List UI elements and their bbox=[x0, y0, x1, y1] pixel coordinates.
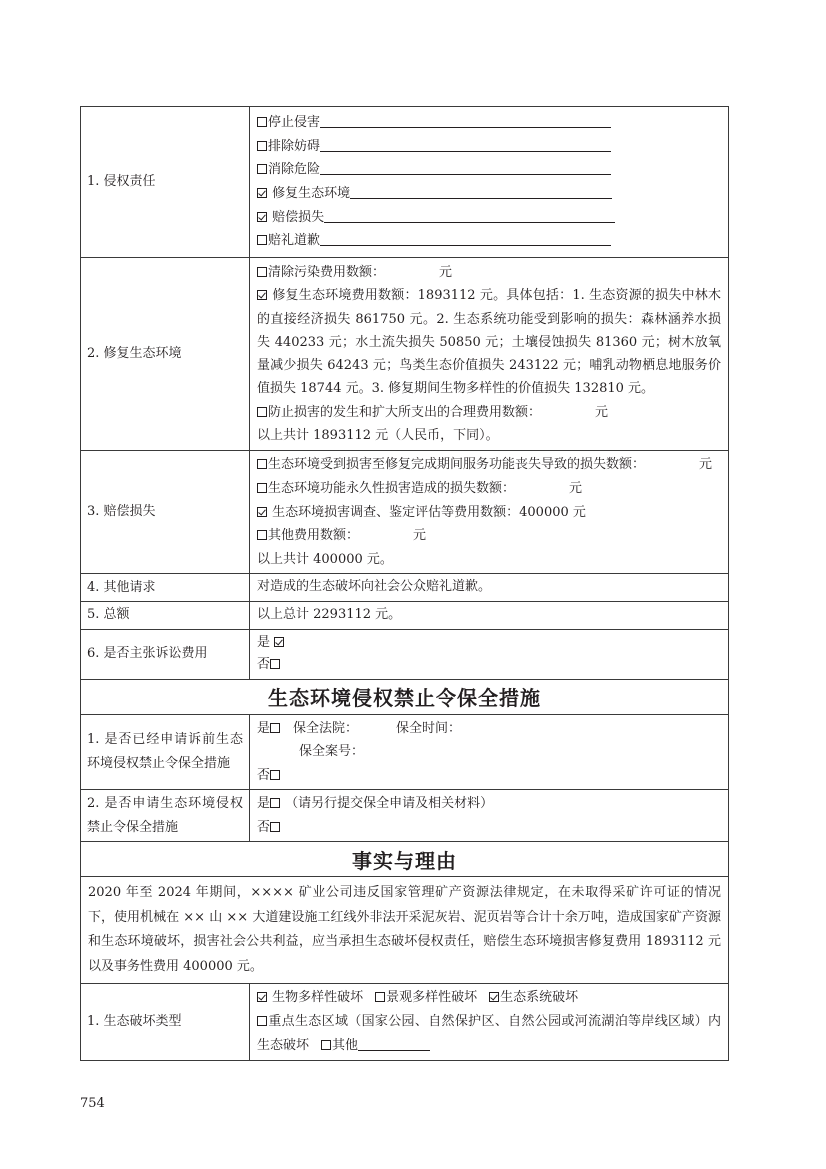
table-row-liability bbox=[81, 107, 729, 258]
checkbox-permanent-loss[interactable] bbox=[257, 483, 267, 493]
table-row-facts-paragraph bbox=[81, 877, 729, 984]
table-row-injunction-q1 bbox=[81, 714, 729, 790]
restoration-content bbox=[250, 258, 729, 451]
facts-paragraph: 2020 年至 2024 年期间，×××× 矿业公司违反国家管理矿产资源法律规定，在未取得采矿许可证的情况下，使用机械在 ×× 山 ×× 大道建设施工红线外非法开采泥灰岩、泥页岩等合计十余万吨，造成国家矿产资源和生态环境破坏，损害社会公共利益，应当承担生态破坏侵权责任，赔偿生态环境损害修复费用 1893112 元以及事务性费用 400000 元。 bbox=[81, 877, 729, 984]
table-row-restoration bbox=[81, 258, 729, 451]
checkbox-injunction-q2-no[interactable] bbox=[270, 822, 280, 832]
page-number: 754 bbox=[80, 1096, 105, 1111]
injunction-q2-options bbox=[250, 790, 729, 842]
table-row-litigation-cost bbox=[81, 629, 729, 679]
table-row-damage-type bbox=[81, 984, 729, 1061]
option-compensate-loss: 赔偿损失 bbox=[257, 206, 721, 230]
checkbox-key-area[interactable] bbox=[257, 1016, 267, 1026]
injunction-q1-no-line: 否 bbox=[257, 764, 721, 788]
injunction-q2-no-line: 否 bbox=[257, 816, 721, 840]
checkbox-ecosystem[interactable] bbox=[489, 992, 499, 1002]
liability-options bbox=[250, 107, 729, 258]
liability-label: 1. 侵权责任 bbox=[81, 107, 250, 258]
other-claims-label: 4. 其他请求 bbox=[81, 574, 250, 602]
injunction-q1-options bbox=[250, 714, 729, 790]
litigation-no-option: 否 bbox=[257, 654, 721, 677]
checkbox-service-loss[interactable] bbox=[257, 459, 267, 469]
checkbox-litigation-no[interactable] bbox=[270, 659, 280, 669]
compensation-label: 3. 赔偿损失 bbox=[81, 451, 250, 574]
injunction-q1-label: 1. 是否已经申请诉前生态环境侵权禁止令保全措施 bbox=[81, 714, 250, 790]
restoration-total: 以上共计 1893112 元（人民币，下同）。 bbox=[257, 428, 499, 444]
fill-line bbox=[320, 229, 611, 246]
litigation-cost-label: 6. 是否主张诉讼费用 bbox=[81, 629, 250, 679]
fill-line bbox=[350, 182, 612, 199]
checkbox-other-damage[interactable] bbox=[321, 1040, 331, 1050]
fill-line bbox=[320, 158, 611, 175]
checkbox-landscape[interactable] bbox=[375, 992, 385, 1002]
checkbox-biodiversity[interactable] bbox=[257, 992, 267, 1002]
table-row-compensation bbox=[81, 451, 729, 574]
checkbox-restore-cost[interactable] bbox=[257, 290, 267, 300]
checkbox-restore-environment[interactable] bbox=[257, 188, 267, 198]
option-apology: 赔礼道歉 bbox=[257, 229, 721, 253]
table-row-other-claims bbox=[81, 574, 729, 602]
injunction-section-title: 生态环境侵权禁止令保全措施 bbox=[81, 679, 729, 714]
fill-line bbox=[320, 135, 611, 152]
checkbox-stop-infringement[interactable] bbox=[257, 117, 267, 127]
damage-type-row-2: 重点生态区域（国家公园、自然保护区、自然公园或河流湖泊等岸线区域）内生态破坏 其他 bbox=[257, 1014, 721, 1054]
damage-type-row-1: 生物多样性破坏 景观多样性破坏 生态系统破坏 bbox=[257, 986, 721, 1010]
checkbox-injunction-q1-yes[interactable] bbox=[270, 723, 280, 733]
option-eliminate-danger: 消除危险 bbox=[257, 158, 721, 182]
injunction-q1-yes-line: 是 保全法院： 保全时间： bbox=[257, 720, 462, 736]
damage-type-label: 1. 生态破坏类型 bbox=[81, 984, 250, 1061]
pollution-cleanup-line: 清除污染费用数额： 元 bbox=[257, 261, 721, 284]
litigation-cost-options bbox=[250, 629, 729, 679]
option-remove-obstruction: 排除妨碍 bbox=[257, 135, 721, 159]
option-stop-infringement: 停止侵害 bbox=[257, 111, 721, 135]
permanent-loss-line: 生态环境功能永久性损害造成的损失数额： 元 bbox=[257, 477, 721, 501]
claims-form-table bbox=[80, 106, 729, 1061]
other-claims-value: 对造成的生态破坏向社会公众赔礼道歉。 bbox=[250, 574, 729, 602]
checkbox-litigation-yes[interactable] bbox=[274, 637, 284, 647]
fill-line bbox=[324, 206, 615, 223]
restoration-label: 2. 修复生态环境 bbox=[81, 258, 250, 451]
total-amount-label: 5. 总额 bbox=[81, 601, 250, 629]
checkbox-injunction-q1-no[interactable] bbox=[270, 770, 280, 780]
checkbox-eliminate-danger[interactable] bbox=[257, 164, 267, 174]
assessment-cost-line: 生态环境损害调查、鉴定评估等费用数额：400000 元 bbox=[257, 501, 721, 525]
table-row-facts-title bbox=[81, 842, 729, 877]
total-amount-value: 以上总计 2293112 元。 bbox=[250, 601, 729, 629]
compensation-content bbox=[250, 451, 729, 574]
table-row-total-amount bbox=[81, 601, 729, 629]
litigation-yes-option: 是 bbox=[257, 632, 721, 655]
checkbox-prevention-cost[interactable] bbox=[257, 407, 267, 417]
checkbox-pollution-cleanup[interactable] bbox=[257, 267, 267, 277]
injunction-q1-case-line: 保全案号： bbox=[299, 744, 365, 760]
checkbox-apology[interactable] bbox=[257, 235, 267, 245]
checkbox-assessment-cost[interactable] bbox=[257, 507, 267, 517]
compensation-total: 以上共计 400000 元。 bbox=[257, 551, 393, 567]
table-row-injunction-q2 bbox=[81, 790, 729, 842]
checkbox-remove-obstruction[interactable] bbox=[257, 141, 267, 151]
service-loss-line: 生态环境受到损害至修复完成期间服务功能丧失导致的损失数额： 元 bbox=[257, 453, 721, 477]
prevention-cost-line: 防止损害的发生和扩大所支出的合理费用数额： 元 bbox=[257, 401, 721, 424]
checkbox-compensate-loss[interactable] bbox=[257, 212, 267, 222]
other-cost-line: 其他费用数额： 元 bbox=[257, 524, 721, 548]
checkbox-other-cost[interactable] bbox=[257, 530, 267, 540]
table-row-injunction-title bbox=[81, 679, 729, 714]
restore-cost-paragraph: 修复生态环境费用数额：1893112 元。具体包括：1. 生态资源的损失中林木的直接经济损失 861750 元。2. 生态系统功能受到影响的损失：森林涵养水损失 440233 元；水土流失损失 50850 元；土壤侵蚀损失 81360 元；树木放氧量减少损失 64243 元；鸟类生态价值损失 243122 元；哺乳动物栖息地服务价值损失 18744 元。3. 修复期间生物多样性的价值损失 132810 元。 bbox=[257, 288, 721, 397]
injunction-q2-label: 2. 是否申请生态环境侵权禁止令保全措施 bbox=[81, 790, 250, 842]
option-restore-environment: 修复生态环境 bbox=[257, 182, 721, 206]
fill-line bbox=[358, 1034, 430, 1051]
injunction-q2-yes-line: 是 （请另行提交保全申请及相关材料） bbox=[257, 796, 494, 812]
damage-type-options bbox=[250, 984, 729, 1061]
facts-section-title: 事实与理由 bbox=[81, 842, 729, 877]
fill-line bbox=[320, 111, 611, 128]
checkbox-injunction-q2-yes[interactable] bbox=[270, 798, 280, 808]
